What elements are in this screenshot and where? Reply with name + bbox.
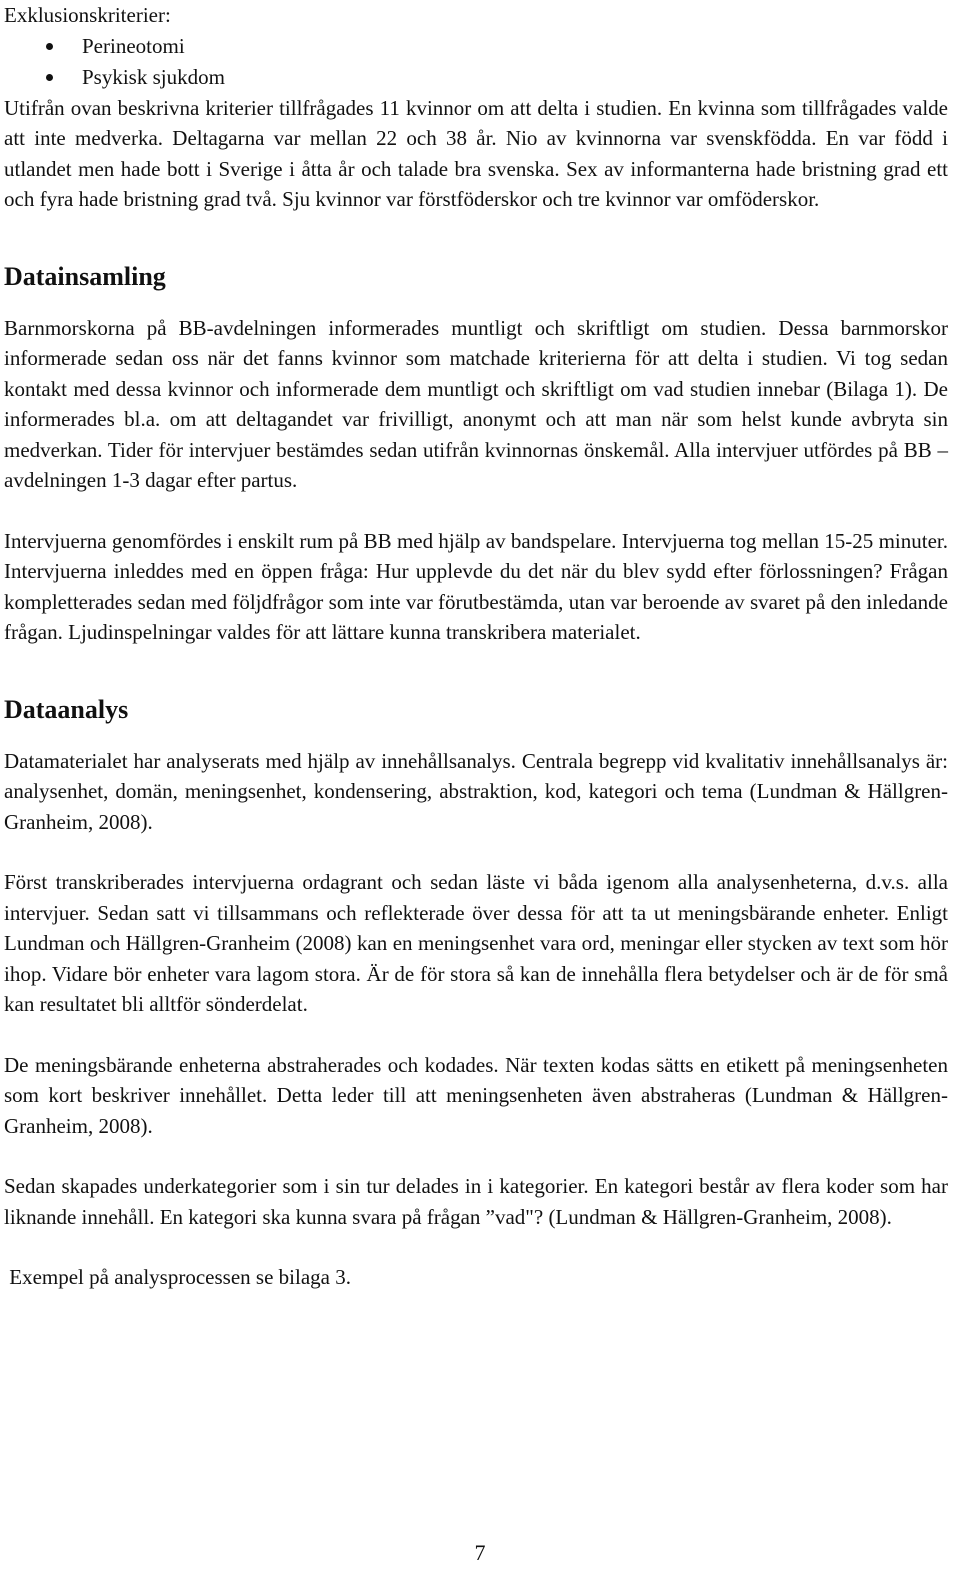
list-item [4, 31, 948, 62]
dataanalys-paragraph-1: Datamaterialet har analyserats med hjälp av innehållsanalys. Centrala begrepp vid kvalitativ innehållsanalys är: analysenhet, domän, meningsenhet, kondensering, abstraktion, kod, kategori och tema (Lundman & Hällgren-Granheim, 2008). [4, 748, 948, 834]
dataanalys-paragraph-2: Först transkriberades intervjuerna ordagrant och sedan läste vi båda igenom alla analysenheterna, d.v.s. alla intervjuer. Sedan satt vi tillsammans och reflekterade över dessa för att ta ut meningsbärande enheter. Enligt Lundman och Hällgren-Granheim (2008) kan en meningsenhet vara ord, meningar eller stycken av text som hör ihop. Vidare bör enheter vara lagom stora. Är de för stora så kan de innehålla flera betydelser och är de för små kan resultatet bli alltför sönderdelat. [4, 870, 948, 1016]
dataanalys-paragraph-5: Exempel på analysprocessen se bilaga 3. [4, 1265, 351, 1289]
datainsamling-paragraph-1: Barnmorskorna på BB-avdelningen informerades muntligt och skriftligt om studien. Dessa barnmorskor informerade sedan oss när det fanns kvinnor som matchade kriterierna för att delta i studien. Vi tog sedan kontakt med dessa kvinnor och informerade dem muntligt och skriftligt om vad studien innebar (Bilaga 1). De informerades bl.a. om att deltagandet var frivilligt, anonymt och att man när som helst kunde avbryta sin medverkan. Tider för intervjuer bestämdes sedan utifrån kvinnornas önskemål. Alla intervjuer utfördes på BB – avdelningen 1-3 dagar efter partus. [4, 315, 948, 492]
page-number: 7 [474, 1540, 486, 1565]
section-heading-dataanalys: Dataanalys [4, 694, 129, 724]
exclusion-criteria-list [4, 31, 948, 93]
list-item [4, 62, 948, 93]
participants-paragraph: Utifrån ovan beskrivna kriterier tillfrågades 11 kvinnor om att delta i studien. En kvinna som tillfrågades valde att inte medverka. Deltagarna var mellan 22 och 38 år. Nio av kvinnorna var svenskfödda. En var född i utlandet men hade bott i Sverige i åtta år och talade bra svenska. Sex av informanterna hade bristning grad ett och fyra hade bristning grad två. Sju kvinnor var förstföderskor och tre kvinnor var omföderskor. [4, 95, 948, 211]
dataanalys-paragraph-3: De meningsbärande enheterna abstraherades och kodades. När texten kodas sätts en etikett på meningsenheten som kort beskriver innehållet. Detta leder till att meningsenheten även abstraheras (Lundman & Hällgren-Granheim, 2008). [4, 1052, 948, 1138]
exclusion-criteria-label: Exklusionskriterier: [4, 3, 171, 27]
datainsamling-paragraph-2: Intervjuerna genomfördes i enskilt rum på BB med hjälp av bandspelare. Intervjuerna tog mellan 15-25 minuter. Intervjuerna inleddes med en öppen fråga: Hur upplevde du det när du blev sydd efter förlossningen? Frågan kompletterades sedan med följdfrågor som inte var förutbestämda, utan var beroende av svaret på den inledande frågan. Ljudinspelningar valdes för att lättare kunna transkribera materialet. [4, 528, 948, 644]
section-heading-datainsamling: Datainsamling [4, 261, 166, 291]
bullet-icon [46, 43, 53, 50]
list-item-text: Perineotomi [82, 33, 185, 58]
document-page [4, 0, 948, 1293]
bullet-icon [46, 74, 53, 81]
dataanalys-paragraph-4: Sedan skapades underkategorier som i sin tur delades in i kategorier. En kategori består av flera koder som har liknande innehåll. En kategori ska kunna svara på frågan ”vad"? (Lundman & Hällgren-Granheim, 2008). [4, 1174, 948, 1229]
list-item-text: Psykisk sjukdom [82, 64, 225, 89]
